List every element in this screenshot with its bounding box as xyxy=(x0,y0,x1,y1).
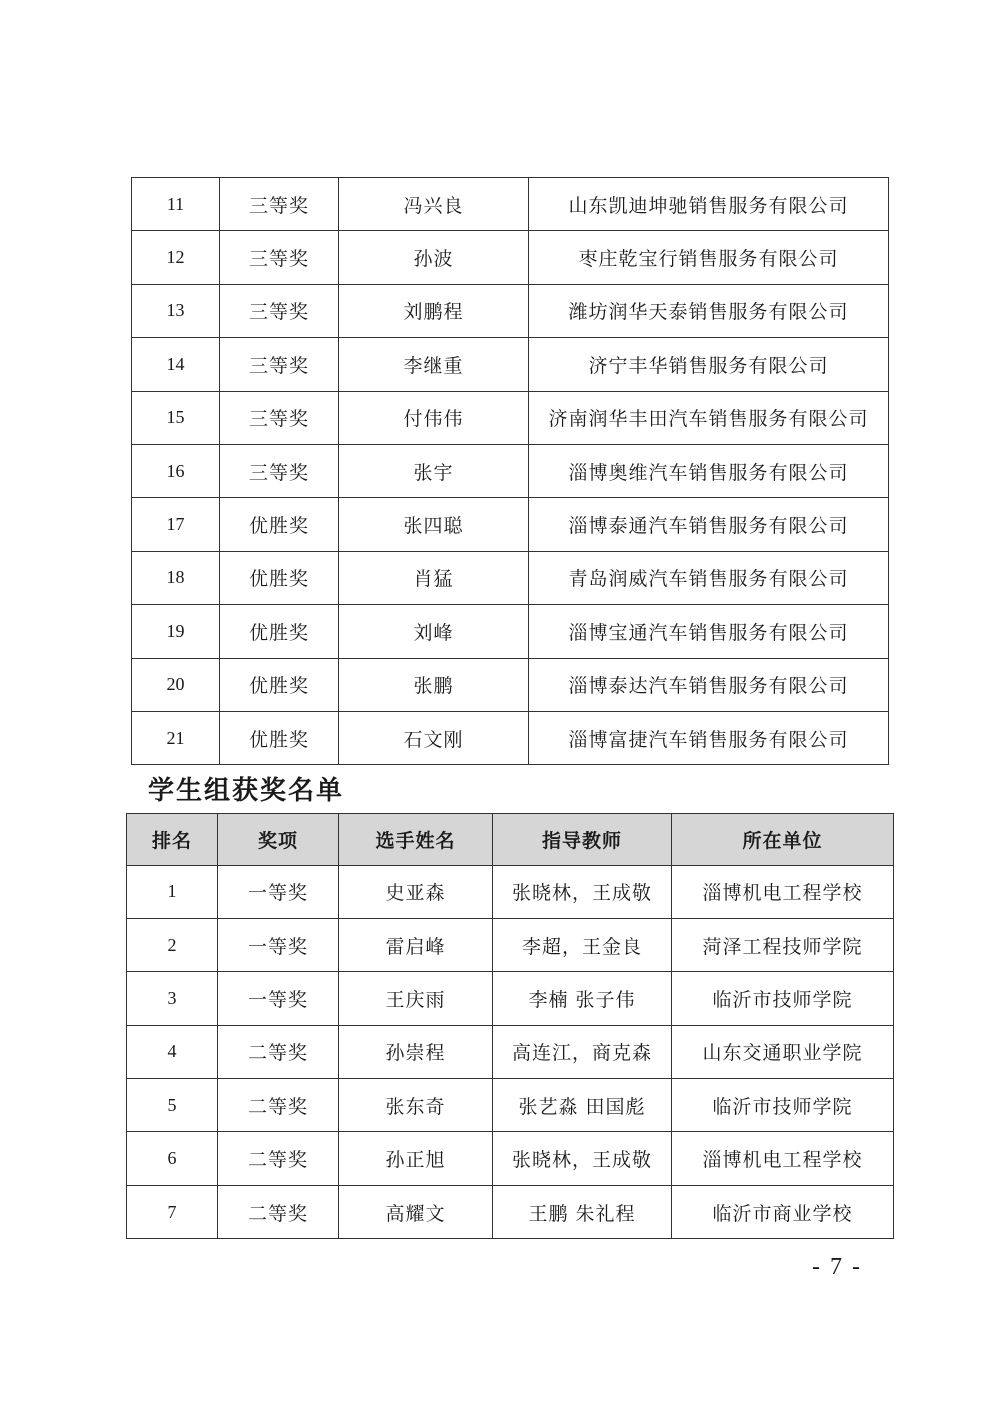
table-row xyxy=(127,865,894,918)
cell-award: 一等奖 xyxy=(218,972,339,1025)
cell-name: 付伟伟 xyxy=(339,391,529,444)
cell-rank: 7 xyxy=(127,1185,218,1238)
cell-teacher: 李楠 张子伟 xyxy=(493,972,672,1025)
cell-rank: 20 xyxy=(132,658,220,711)
cell-rank: 6 xyxy=(127,1132,218,1185)
table-row xyxy=(132,178,889,231)
table-row xyxy=(127,918,894,971)
cell-unit: 临沂市技师学院 xyxy=(672,972,894,1025)
table-row xyxy=(127,1025,894,1078)
header-unit: 所在单位 xyxy=(672,814,894,866)
table-row xyxy=(132,444,889,497)
cell-award: 优胜奖 xyxy=(220,498,339,551)
header-teacher: 指导教师 xyxy=(493,814,672,866)
cell-company: 淄博泰达汽车销售服务有限公司 xyxy=(529,658,889,711)
cell-rank: 5 xyxy=(127,1079,218,1132)
cell-teacher: 张艺淼 田国彪 xyxy=(493,1079,672,1132)
cell-teacher: 王鹏 朱礼程 xyxy=(493,1185,672,1238)
cell-name: 孙崇程 xyxy=(339,1025,493,1078)
cell-company: 淄博宝通汽车销售服务有限公司 xyxy=(529,605,889,658)
cell-company: 枣庄乾宝行销售服务有限公司 xyxy=(529,231,889,284)
cell-name: 高耀文 xyxy=(339,1185,493,1238)
cell-name: 张鹏 xyxy=(339,658,529,711)
table-row xyxy=(132,231,889,284)
cell-name: 张宇 xyxy=(339,444,529,497)
table-row xyxy=(132,498,889,551)
table-row xyxy=(132,711,889,764)
cell-award: 优胜奖 xyxy=(220,551,339,604)
cell-rank: 1 xyxy=(127,865,218,918)
header-name: 选手姓名 xyxy=(339,814,493,866)
header-award: 奖项 xyxy=(218,814,339,866)
cell-award: 优胜奖 xyxy=(220,605,339,658)
cell-name: 肖猛 xyxy=(339,551,529,604)
cell-rank: 13 xyxy=(132,284,220,337)
cell-award: 三等奖 xyxy=(220,338,339,391)
cell-award: 一等奖 xyxy=(218,865,339,918)
cell-unit: 菏泽工程技师学院 xyxy=(672,918,894,971)
cell-rank: 21 xyxy=(132,711,220,764)
cell-award: 三等奖 xyxy=(220,444,339,497)
cell-unit: 临沂市商业学校 xyxy=(672,1185,894,1238)
cell-award: 优胜奖 xyxy=(220,711,339,764)
cell-rank: 19 xyxy=(132,605,220,658)
cell-name: 孙正旭 xyxy=(339,1132,493,1185)
cell-unit: 淄博机电工程学校 xyxy=(672,865,894,918)
cell-company: 济南润华丰田汽车销售服务有限公司 xyxy=(529,391,889,444)
cell-name: 王庆雨 xyxy=(339,972,493,1025)
cell-name: 雷启峰 xyxy=(339,918,493,971)
table-row xyxy=(132,284,889,337)
cell-company: 山东凯迪坤驰销售服务有限公司 xyxy=(529,178,889,231)
cell-award: 二等奖 xyxy=(218,1185,339,1238)
cell-company: 青岛润威汽车销售服务有限公司 xyxy=(529,551,889,604)
cell-rank: 14 xyxy=(132,338,220,391)
cell-company: 潍坊润华天泰销售服务有限公司 xyxy=(529,284,889,337)
cell-award: 三等奖 xyxy=(220,178,339,231)
cell-award: 二等奖 xyxy=(218,1025,339,1078)
cell-company: 淄博奥维汽车销售服务有限公司 xyxy=(529,444,889,497)
student-table-header-row xyxy=(127,814,894,866)
table-row xyxy=(127,1132,894,1185)
cell-name: 刘峰 xyxy=(339,605,529,658)
cell-rank: 2 xyxy=(127,918,218,971)
cell-award: 三等奖 xyxy=(220,231,339,284)
cell-name: 李继重 xyxy=(339,338,529,391)
cell-unit: 淄博机电工程学校 xyxy=(672,1132,894,1185)
cell-unit: 山东交通职业学院 xyxy=(672,1025,894,1078)
student-section-heading: 学生组获奖名单 xyxy=(148,776,345,806)
cell-company: 淄博泰通汽车销售服务有限公司 xyxy=(529,498,889,551)
cell-award: 三等奖 xyxy=(220,391,339,444)
cell-name: 刘鹏程 xyxy=(339,284,529,337)
cell-award: 二等奖 xyxy=(218,1132,339,1185)
header-rank: 排名 xyxy=(127,814,218,866)
table-row xyxy=(132,551,889,604)
cell-award: 二等奖 xyxy=(218,1079,339,1132)
cell-award: 三等奖 xyxy=(220,284,339,337)
table-row xyxy=(132,338,889,391)
cell-teacher: 张晓林，王成敬 xyxy=(493,865,672,918)
table-row xyxy=(132,391,889,444)
cell-name: 张四聪 xyxy=(339,498,529,551)
cell-rank: 4 xyxy=(127,1025,218,1078)
table-row xyxy=(127,1185,894,1238)
cell-name: 冯兴良 xyxy=(339,178,529,231)
cell-company: 淄博富捷汽车销售服务有限公司 xyxy=(529,711,889,764)
table-row xyxy=(127,972,894,1025)
cell-name: 石文刚 xyxy=(339,711,529,764)
table-row xyxy=(127,1079,894,1132)
staff-awards-table xyxy=(131,177,889,765)
cell-name: 张东奇 xyxy=(339,1079,493,1132)
cell-teacher: 李超，王金良 xyxy=(493,918,672,971)
cell-rank: 15 xyxy=(132,391,220,444)
staff-awards-table-body xyxy=(132,178,889,765)
cell-rank: 18 xyxy=(132,551,220,604)
cell-teacher: 张晓林，王成敬 xyxy=(493,1132,672,1185)
cell-teacher: 高连江，商克森 xyxy=(493,1025,672,1078)
cell-name: 史亚森 xyxy=(339,865,493,918)
table-row xyxy=(132,658,889,711)
cell-company: 济宁丰华销售服务有限公司 xyxy=(529,338,889,391)
cell-rank: 3 xyxy=(127,972,218,1025)
student-awards-table-body xyxy=(127,865,894,1239)
cell-rank: 12 xyxy=(132,231,220,284)
cell-unit: 临沂市技师学院 xyxy=(672,1079,894,1132)
page-number: - 7 - xyxy=(812,1254,862,1280)
student-awards-table xyxy=(126,813,894,1239)
cell-rank: 16 xyxy=(132,444,220,497)
cell-rank: 11 xyxy=(132,178,220,231)
cell-award: 优胜奖 xyxy=(220,658,339,711)
table-row xyxy=(132,605,889,658)
cell-rank: 17 xyxy=(132,498,220,551)
cell-name: 孙波 xyxy=(339,231,529,284)
cell-award: 一等奖 xyxy=(218,918,339,971)
